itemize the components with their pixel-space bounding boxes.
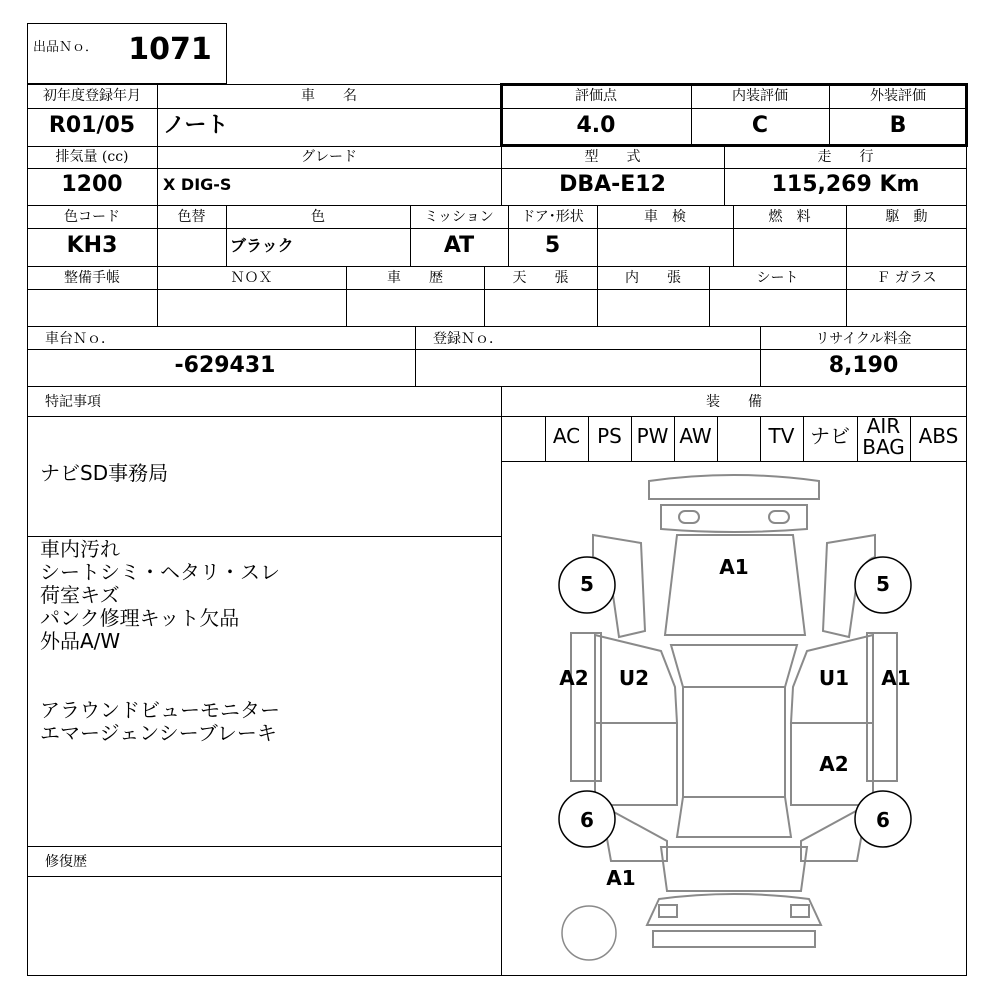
door-value: 5 [544, 233, 561, 258]
color-value: ブラック [230, 236, 294, 255]
color-code-label: 色コード [64, 209, 120, 225]
equipment-label: 装 備 [706, 394, 762, 410]
color-change-label: 色替 [177, 209, 206, 225]
mileage-value: 115,269 Km [771, 172, 920, 197]
car-name-label: 車 名 [301, 88, 357, 104]
lot-number: 1071 [128, 32, 212, 67]
registration-value: R01/05 [48, 113, 136, 138]
registration-number-label: 登録Ｎｏ． [433, 331, 503, 347]
inspection-value [597, 230, 733, 262]
model-value: DBA-E12 [559, 172, 666, 197]
equipment-ps: PS [597, 424, 622, 448]
notes-block-2: 車内汚れ シートシミ・ヘタリ・スレ 荷室キズ パンク修理キット欠品 外品A/W アラウンドビューモニター エマージェンシーブレーキ [40, 537, 280, 745]
nox-label: ＮＯＸ [230, 270, 273, 286]
maintenance-book-label: 整備手帳 [64, 270, 120, 286]
fuel-label: 燃 料 [768, 209, 811, 225]
grade-value: X DIG-S [163, 175, 232, 194]
color-code-value: KH3 [66, 233, 118, 258]
chassis-number-label: 車台Ｎｏ． [45, 331, 115, 347]
door-label: ドア･形状 [521, 209, 584, 225]
mission-value: AT [443, 233, 475, 258]
equipment-tv: TV [768, 424, 795, 448]
color-change-value [157, 230, 226, 262]
chassis-number-value: -629431 [174, 353, 276, 378]
color-label: 色 [311, 209, 325, 225]
vehicle-history-label: 車 歴 [387, 270, 443, 286]
interior-rating-label: 内装評価 [732, 88, 788, 104]
equipment-aw: AW [679, 424, 712, 448]
inspection-label: 車 検 [644, 209, 686, 225]
grade-label: グレード [301, 149, 357, 165]
equipment-abs: ABS [918, 424, 959, 448]
mileage-label: 走 行 [817, 149, 874, 165]
roof-lining-label: 天 張 [512, 270, 569, 286]
equipment-ac: AC [552, 424, 581, 448]
car-name-value: ノート [163, 113, 229, 138]
exterior-rating-label: 外装評価 [870, 88, 926, 104]
front-right-tire-rating: 5 [876, 572, 890, 596]
hood-damage: A1 [719, 555, 749, 579]
score-label: 評価点 [575, 88, 617, 104]
mission-label: ミッション [424, 209, 494, 225]
seat-label: シート [756, 270, 799, 286]
displacement-value: 1200 [61, 172, 123, 197]
score-value: 4.0 [576, 113, 616, 138]
left-front-fender-damage: A2 [559, 666, 589, 690]
drive-label: 駆 動 [885, 209, 928, 225]
right-front-fender-damage: A1 [881, 666, 911, 690]
exterior-rating-value: B [889, 113, 907, 138]
displacement-label: 排気量 (cc) [55, 149, 129, 165]
equipment-navi: ナビ [810, 424, 850, 448]
registration-number-value [415, 350, 760, 382]
repair-history-label: 修復歴 [45, 854, 87, 870]
notes-label: 特記事項 [45, 394, 101, 410]
rear-left-tire-rating: 6 [580, 808, 594, 832]
fuel-value [733, 230, 846, 262]
front-left-tire-rating: 5 [580, 572, 594, 596]
drive-value [846, 230, 967, 262]
front-glass-label: Ｆ ガラス [876, 270, 937, 286]
left-door-damage: U2 [618, 666, 650, 690]
notes-block-1: ナビSD事務局 [40, 461, 169, 485]
rear-bumper-damage: A1 [606, 866, 636, 890]
recycle-fee-value: 8,190 [828, 353, 899, 378]
recycle-fee-label: リサイクル料金 [815, 331, 912, 347]
model-label: 型 式 [584, 149, 641, 165]
lot-label: 出品Ｎｏ． [33, 40, 99, 55]
rear-right-tire-rating: 6 [876, 808, 890, 832]
interior-rating-value: C [751, 113, 769, 138]
equipment-pw: PW [636, 424, 669, 448]
car-damage-diagram [501, 461, 967, 976]
interior-trim-label: 内 張 [625, 270, 681, 286]
right-door-damage: U1 [818, 666, 850, 690]
right-rear-door-damage: A2 [819, 752, 849, 776]
equipment-airbag: AIR BAG [862, 414, 905, 459]
registration-label: 初年度登録年月 [43, 88, 141, 104]
